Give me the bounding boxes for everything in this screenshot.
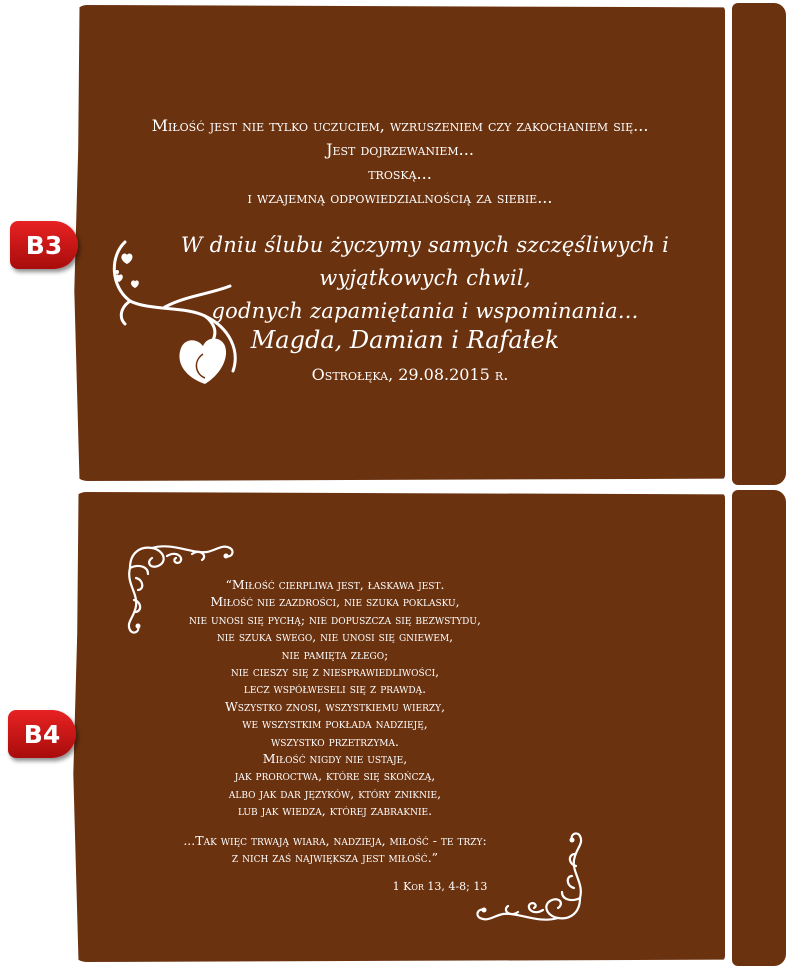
b4-quote-line: “Miłość cierpliwa jest, łaskawa jest. — [225, 577, 445, 592]
b3-signature: Magda, Damian i Rafałek — [250, 326, 560, 354]
badge-b4: B4 — [8, 710, 76, 758]
corner-flourish-icon — [470, 828, 588, 928]
b4-reference: 1 Kor 13, 4-8; 13 — [392, 880, 488, 893]
b4-quote-line: Miłość nigdy nie ustaje, — [262, 751, 408, 767]
b4-quote-line: wszystko przetrzyma. — [271, 733, 399, 749]
b4-quote-line: nie szuka swego, nie unosi się gniewem, — [216, 629, 454, 645]
b3-poem-line: i wzajemną odpowiedzialnością za siebie... — [247, 188, 553, 207]
b3-poem-line: Miłość jest nie tylko uczuciem, wzruszeniem czy zakochaniem się... — [151, 116, 649, 135]
b4-closing — [150, 832, 520, 867]
b3-wish-line: W dniu ślubu życzymy samych szczęśliwych i wyjątkowych chwil, — [180, 233, 670, 290]
b4-quote-line: Wszystko znosi, wszystkiemu wierzy, — [224, 698, 446, 714]
b4-quote-line: lecz współweseli się z prawdą. — [243, 681, 427, 697]
card-b3-flap — [732, 3, 786, 485]
b4-closing-line: ...Tak więc trwają wiara, nadzieja, miłość - te trzy: — [183, 833, 487, 848]
b3-place-date: Ostrołęka, 29.08.2015 r. — [311, 365, 509, 384]
b4-quote-line: jak proroctwa, które się skończą, — [234, 768, 436, 784]
b3-poem-line: Jest dojrzewaniem... — [326, 140, 474, 159]
b4-quote-line: lub jak wiedza, której zabraknie. — [237, 803, 433, 819]
b3-poem-line: troską... — [368, 164, 432, 183]
b4-closing-line: z nich zaś największa jest miłość.” — [231, 850, 439, 866]
b3-poem — [85, 114, 715, 210]
b4-quote-line: nie pamięta złego; — [281, 646, 389, 662]
badge-b3: B3 — [10, 221, 78, 269]
heart-vine-ornament-icon — [105, 236, 245, 386]
b4-quote-line: nie unosi się pychą; nie dopuszcza się bezwstydu, — [189, 611, 481, 627]
card-b4-flap — [732, 490, 786, 966]
b4-quote-line: albo jak dar języków, który zniknie, — [228, 785, 442, 801]
b4-quote-line: Miłość nie zazdrości, nie szuka poklasku, — [210, 594, 460, 610]
b4-quote-line: nie cieszy się z niesprawiedliwości, — [230, 664, 440, 680]
corner-flourish-icon — [122, 538, 240, 638]
b3-wish-line: godnych zapamiętania i wspominania... — [211, 299, 639, 323]
b4-quote-line: we wszystkim pokłada nadzieję, — [242, 716, 428, 732]
